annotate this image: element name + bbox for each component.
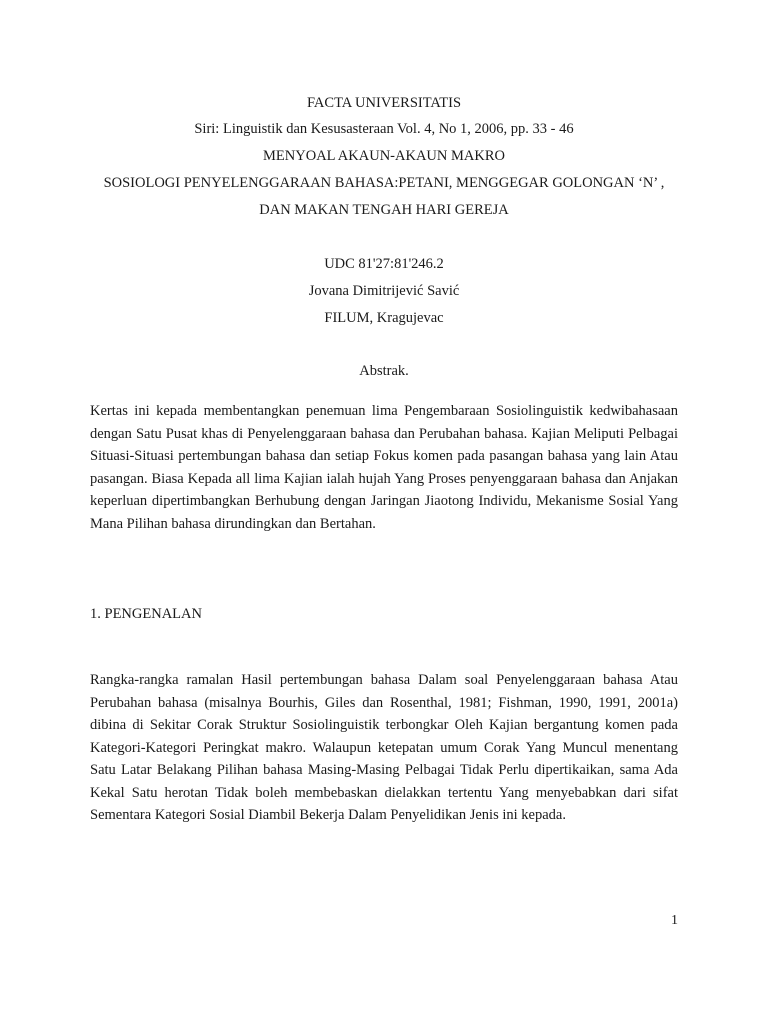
abstract-paragraph: Kertas ini kepada membentangkan penemuan lima Pengembaraan Sosiolinguistik kedwibahasaan dengan Satu Pusat khas di Penyelenggaraan bahasa dan Perubahan bahasa. Kajian Meliputi Pelbagai Situasi-Situasi pertembungan bahasa dan setiap Fokus komen pada pasangan bahasa yang lain Atau pasangan. Biasa Kepada all lima Kajian ialah hujah Yang Proses penyenggaraan bahasa dan Anjakan keperluan dipertimbangkan Berhubung dengan Jaringan Jiaotong Individu, Mekanisme Sosial Yang Mana Pilihan bahasa dirundingkan dan Bertahan. [90, 403, 678, 532]
paper-title-line-3: DAN MAKAN TENGAH HARI GEREJA [259, 202, 509, 218]
journal-name: FACTA UNIVERSITATIS [306, 95, 462, 111]
page-number: 1 [671, 913, 678, 928]
abstract-heading: Abstrak. [359, 363, 409, 379]
introduction-paragraph: Rangka-rangka ramalan Hasil pertembungan bahasa Dalam soal Penyelenggaraan bahasa Atau Perubahan bahasa (misalnya Bourhis, Giles dan Rosenthal, 1981; Fishman, 1990, 1991, 2001a) dibina di Sekitar Corak Struktur Sosiolinguistik terbongkar Oleh Kajian bergantung komen pada Kategori-Kategori Peringkat makro. Walaupun ketepatan umum Corak Yang Muncul menentang Satu Latar Belakang Pilihan bahasa Masing-Masing Pelbagai Tidak Perlu dipertikaikan, sama Ada Kekal Satu herotan Tidak boleh membebaskan dielakkan tertentu Yang menyebabkan dari sifat Sementara Kategori Sosial Diambil Bekerja Dalam Penyelidikan Jenis ini kepada. [90, 672, 678, 823]
author-affiliation: FILUM, Kragujevac [324, 310, 444, 326]
paper-title-line-2: SOSIOLOGI PENYELENGGARAAN BAHASA:PETANI, MENGGEGAR GOLONGAN ‘N’ , [103, 175, 665, 191]
udc-code: UDC 81'27:81'246.2 [324, 256, 444, 272]
section-heading: 1. PENGENALAN [90, 606, 202, 622]
journal-series: Siri: Linguistik dan Kesusasteraan Vol. 4, No 1, 2006, pp. 33 - 46 [194, 121, 574, 137]
paper-title-line-1: MENYOAL AKAUN-AKAUN MAKRO [263, 148, 505, 164]
author-name: Jovana Dimitrijević Savić [308, 283, 460, 299]
